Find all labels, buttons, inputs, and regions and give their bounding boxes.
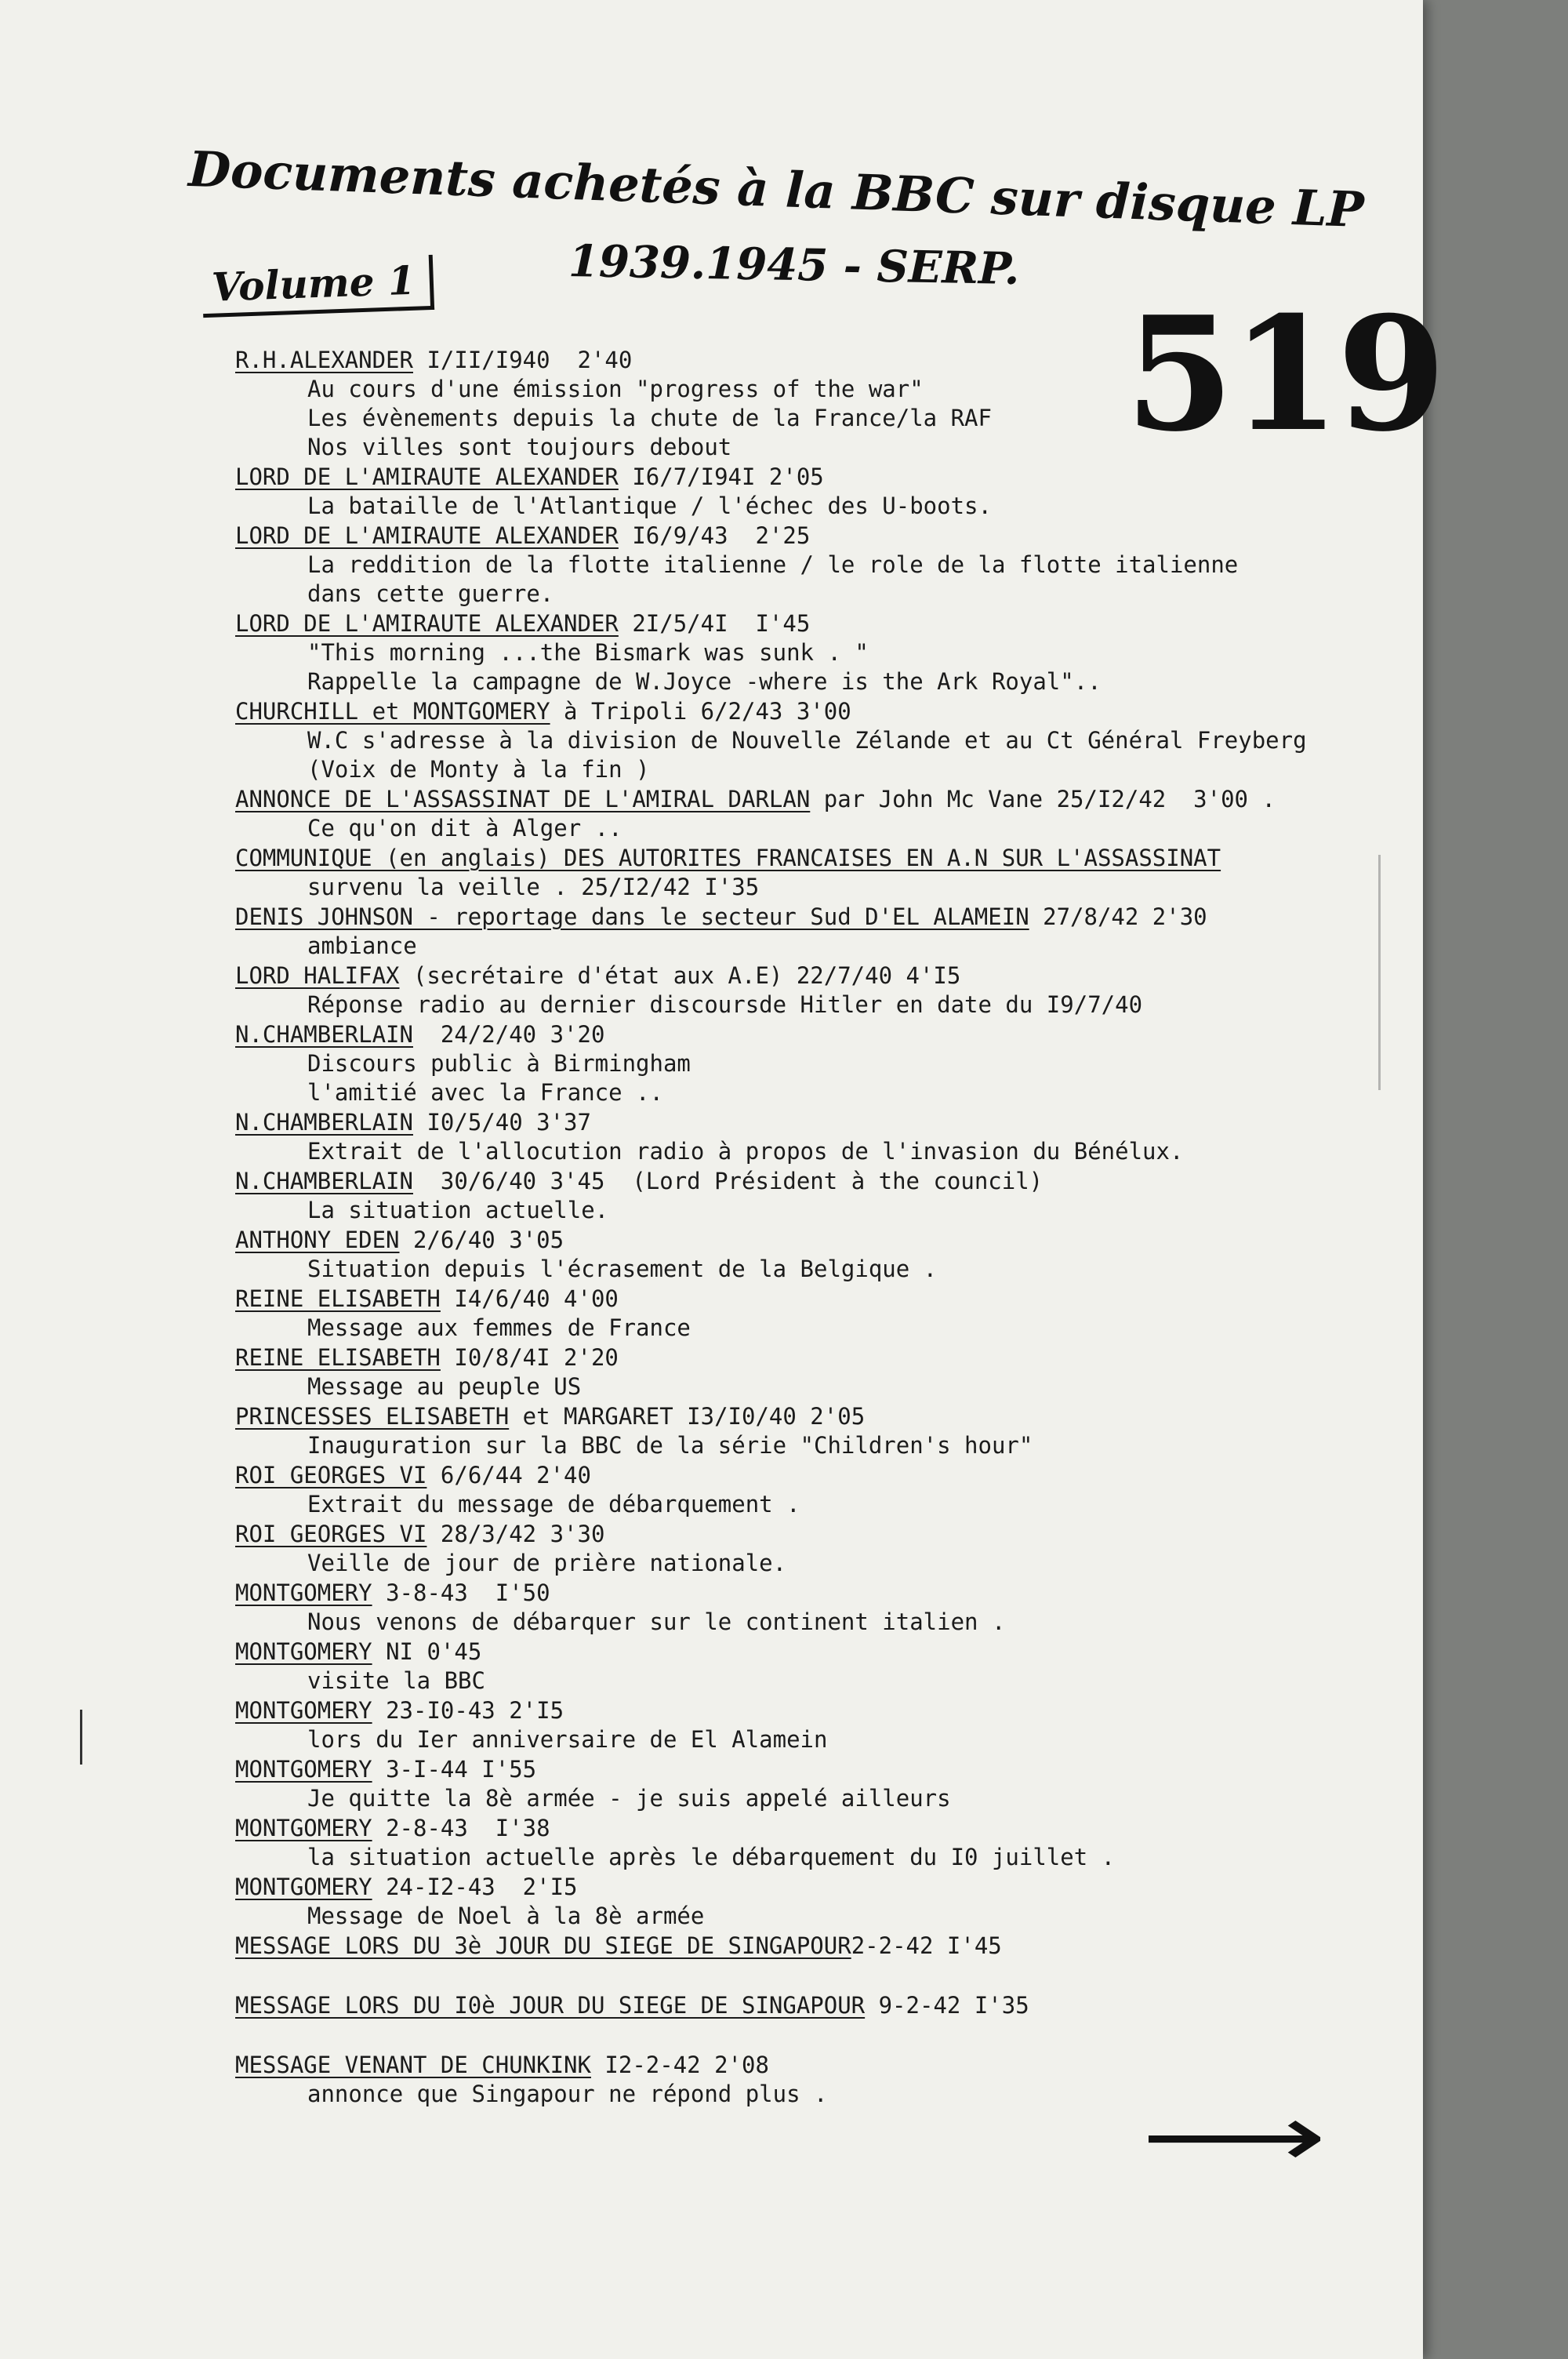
entry-details: I6/7/I94I 2'05 [618, 463, 824, 490]
entry-details: à Tripoli 6/2/43 3'00 [550, 698, 851, 725]
entry-name: REINE ELISABETH [235, 1285, 441, 1312]
entry-details: 6/6/44 2'40 [426, 1462, 591, 1488]
entry-description: "This morning ...the Bismark was sunk . " [307, 639, 869, 666]
entry-heading [235, 784, 1396, 814]
entry-name: MESSAGE VENANT DE CHUNKINK [235, 2052, 591, 2078]
entry-details: 30/6/40 3'45 (Lord Président à the council) [412, 1168, 1044, 1194]
entry-heading [235, 609, 1396, 638]
entry-description: visite la BBC [307, 1667, 485, 1694]
entry-details: 24-I2-43 2'I5 [372, 1874, 578, 1900]
entry-description: La situation actuelle. [307, 1197, 609, 1223]
entry-description: Inauguration sur la BBC de la série "Children's hour" [307, 1432, 1033, 1459]
entry-description: Extrait du message de débarquement . [307, 1491, 800, 1518]
entry-description: Nos villes sont toujours debout [307, 434, 732, 460]
margin-dash-mark [1378, 855, 1381, 1090]
entry-heading [235, 1460, 1396, 1490]
list-item [235, 961, 1396, 1020]
entry-name: LORD DE L'AMIRAUTE ALEXANDER [235, 463, 619, 490]
entry-details: I0/8/4I 2'20 [440, 1344, 619, 1371]
entry-heading [235, 1284, 1396, 1314]
entry-name: PRINCESSES ELISABETH [235, 1403, 510, 1430]
entry-description: W.C s'adresse à la division de Nouvelle Zélande et au Ct Général Freyberg [307, 727, 1307, 754]
list-item [235, 843, 1396, 902]
entry-heading [235, 1519, 1396, 1549]
entry-heading [235, 902, 1396, 932]
entry-details: 3-I-44 I'55 [372, 1756, 537, 1783]
entry-heading [235, 1990, 1396, 2020]
list-item [235, 696, 1396, 784]
continue-arrow-icon: ⟶ [1141, 2086, 1327, 2186]
entry-description: Message aux femmes de France [307, 1314, 691, 1341]
entry-heading [235, 1696, 1396, 1725]
entry-name: ROI GEORGES VI [235, 1462, 427, 1488]
entry-heading [235, 1020, 1396, 1049]
list-item [235, 1637, 1396, 1696]
entry-name: R.H.ALEXANDER [235, 347, 413, 373]
entry-heading [235, 1578, 1396, 1608]
entry-heading [235, 1107, 1396, 1137]
handwritten-subtitle: 1939.1945 - SERP. [568, 234, 1020, 296]
entry-description: ambiance [307, 932, 417, 959]
entry-name: REINE ELISABETH [235, 1344, 441, 1371]
entry-details: NI 0'45 [372, 1638, 482, 1665]
entry-description: Réponse radio au dernier discoursde Hitler en date du I9/7/40 [307, 991, 1143, 1018]
entry-heading [235, 1343, 1396, 1372]
entry-details: 3-8-43 I'50 [372, 1579, 550, 1606]
entry-heading [235, 2050, 1396, 2080]
entry-description: Les évènements depuis la chute de la France/la RAF [307, 405, 992, 431]
list-item [235, 784, 1396, 843]
entry-details: I2-2-42 2'08 [590, 2052, 769, 2078]
entry-heading [235, 345, 1396, 375]
entry-name: MONTGOMERY [235, 1874, 372, 1900]
entry-description: annonce que Singapour ne répond plus . [307, 2081, 828, 2107]
entry-heading [235, 1872, 1396, 1902]
entry-name: N.CHAMBERLAIN [235, 1021, 413, 1048]
stamp-number: 519 [1125, 282, 1443, 467]
entry-description: Message au peuple US [307, 1373, 582, 1400]
entry-details: I4/6/40 4'00 [440, 1285, 619, 1312]
entry-heading [235, 1931, 1396, 1961]
entry-description: Rappelle la campagne de W.Joyce -where is the Ark Royal".. [307, 668, 1102, 695]
list-item [235, 1343, 1396, 1401]
list-item [235, 1107, 1396, 1166]
entry-heading [235, 1754, 1396, 1784]
list-item [235, 1020, 1396, 1107]
entry-details: 2/6/40 3'05 [399, 1227, 564, 1253]
list-item [235, 345, 1396, 462]
entry-details: 23-I0-43 2'I5 [372, 1697, 564, 1724]
list-item [235, 1460, 1396, 1519]
entry-description: (Voix de Monty à la fin ) [307, 756, 650, 783]
list-item [235, 1166, 1396, 1225]
entry-description: La reddition de la flotte italienne / le role de la flotte italienne [307, 551, 1239, 578]
entry-name: N.CHAMBERLAIN [235, 1109, 413, 1136]
handwritten-volume-label: Volume 1 [201, 255, 434, 318]
entry-heading [235, 696, 1396, 726]
entry-name: ANTHONY EDEN [235, 1227, 400, 1253]
entry-heading [235, 843, 1396, 873]
entry-name: LORD HALIFAX [235, 962, 400, 989]
entry-name: MESSAGE LORS DU 3è JOUR DU SIEGE DE SINGAPOUR [235, 1932, 851, 1959]
entry-details: par John Mc Vane 25/I2/42 3'00 . [810, 786, 1276, 812]
entry-heading [235, 1813, 1396, 1843]
list-item [235, 1578, 1396, 1637]
entry-name: MESSAGE LORS DU I0è JOUR DU SIEGE DE SINGAPOUR [235, 1992, 866, 2019]
entry-details: 2I/5/4I I'45 [618, 610, 811, 637]
entry-name: MONTGOMERY [235, 1697, 372, 1724]
entry-name: LORD DE L'AMIRAUTE ALEXANDER [235, 522, 619, 549]
entry-details: 2-2-42 I'45 [851, 1932, 1002, 1959]
entry-name: CHURCHILL et MONTGOMERY [235, 698, 550, 725]
entry-details: 28/3/42 3'30 [426, 1521, 605, 1547]
entry-name: ANNONCE DE L'ASSASSINAT DE L'AMIRAL DARLAN [235, 786, 811, 812]
entry-description: survenu la veille . 25/I2/42 I'35 [307, 874, 760, 900]
entry-name: MONTGOMERY [235, 1579, 372, 1606]
entry-description: la situation actuelle après le débarquement du I0 juillet . [307, 1844, 1116, 1870]
entry-heading [235, 1166, 1396, 1196]
entry-description: Situation depuis l'écrasement de la Belgique . [307, 1256, 938, 1282]
entry-details: 27/8/42 2'30 [1029, 903, 1207, 930]
entry-details: 2-8-43 I'38 [372, 1815, 550, 1841]
entry-name: DENIS JOHNSON - reportage dans le secteur Sud D'EL ALAMEIN [235, 903, 1029, 930]
entry-description: Je quitte la 8è armée - je suis appelé ailleurs [307, 1785, 951, 1812]
list-item [235, 1401, 1396, 1460]
entry-heading [235, 1637, 1396, 1667]
list-item [235, 1990, 1396, 2020]
list-item [235, 1754, 1396, 1813]
list-item [235, 1931, 1396, 1961]
entry-details: I6/9/43 2'25 [618, 522, 811, 549]
list-item [235, 1696, 1396, 1754]
entry-description: dans cette guerre. [307, 580, 554, 607]
entry-heading [235, 961, 1396, 990]
entry-description: Au cours d'une émission "progress of the war" [307, 376, 924, 402]
entry-name: MONTGOMERY [235, 1756, 372, 1783]
entry-details: I/II/I940 2'40 [412, 347, 633, 373]
entry-description: Veille de jour de prière nationale. [307, 1550, 787, 1576]
entry-name: COMMUNIQUE (en anglais) DES AUTORITES FRANCAISES EN A.N SUR L'ASSASSINAT [235, 845, 1221, 871]
list-item [235, 1284, 1396, 1343]
entry-name: N.CHAMBERLAIN [235, 1168, 413, 1194]
entry-description: Message de Noel à la 8è armée [307, 1903, 705, 1929]
list-item [235, 1872, 1396, 1931]
list-item [235, 1519, 1396, 1578]
entry-description: La bataille de l'Atlantique / l'échec des U-boots. [307, 493, 992, 519]
list-item [235, 902, 1396, 961]
entry-description: lors du Ier anniversaire de El Alamein [307, 1726, 828, 1753]
entry-heading [235, 1225, 1396, 1255]
entry-name: ROI GEORGES VI [235, 1521, 427, 1547]
entry-details: (secrétaire d'état aux A.E) 22/7/40 4'I5 [399, 962, 961, 989]
entry-name: LORD DE L'AMIRAUTE ALEXANDER [235, 610, 619, 637]
entry-description: Ce qu'on dit à Alger .. [307, 815, 622, 841]
entry-description: Discours public à Birmingham [307, 1050, 691, 1077]
recording-list [235, 345, 1396, 2109]
entry-details: 9-2-42 I'35 [865, 1992, 1029, 2019]
list-item [235, 1225, 1396, 1284]
entry-details: I0/5/40 3'37 [412, 1109, 591, 1136]
entry-heading [235, 462, 1396, 492]
entry-details: et MARGARET I3/I0/40 2'05 [509, 1403, 866, 1430]
entry-description: l'amitié avec la France .. [307, 1079, 663, 1106]
entry-description: Extrait de l'allocution radio à propos de l'invasion du Bénélux. [307, 1138, 1184, 1165]
entry-name: MONTGOMERY [235, 1815, 372, 1841]
margin-mark [80, 1710, 82, 1765]
entry-heading [235, 1401, 1396, 1431]
entry-heading [235, 521, 1396, 551]
entry-description: Nous venons de débarquer sur le continent italien . [307, 1608, 1006, 1635]
list-item [235, 521, 1396, 609]
entry-name: MONTGOMERY [235, 1638, 372, 1665]
list-item [235, 462, 1396, 521]
list-item [235, 1813, 1396, 1872]
list-item [235, 609, 1396, 696]
handwritten-title: Documents achetés à la BBC sur disque LP [187, 140, 1365, 239]
entry-details: 24/2/40 3'20 [412, 1021, 605, 1048]
